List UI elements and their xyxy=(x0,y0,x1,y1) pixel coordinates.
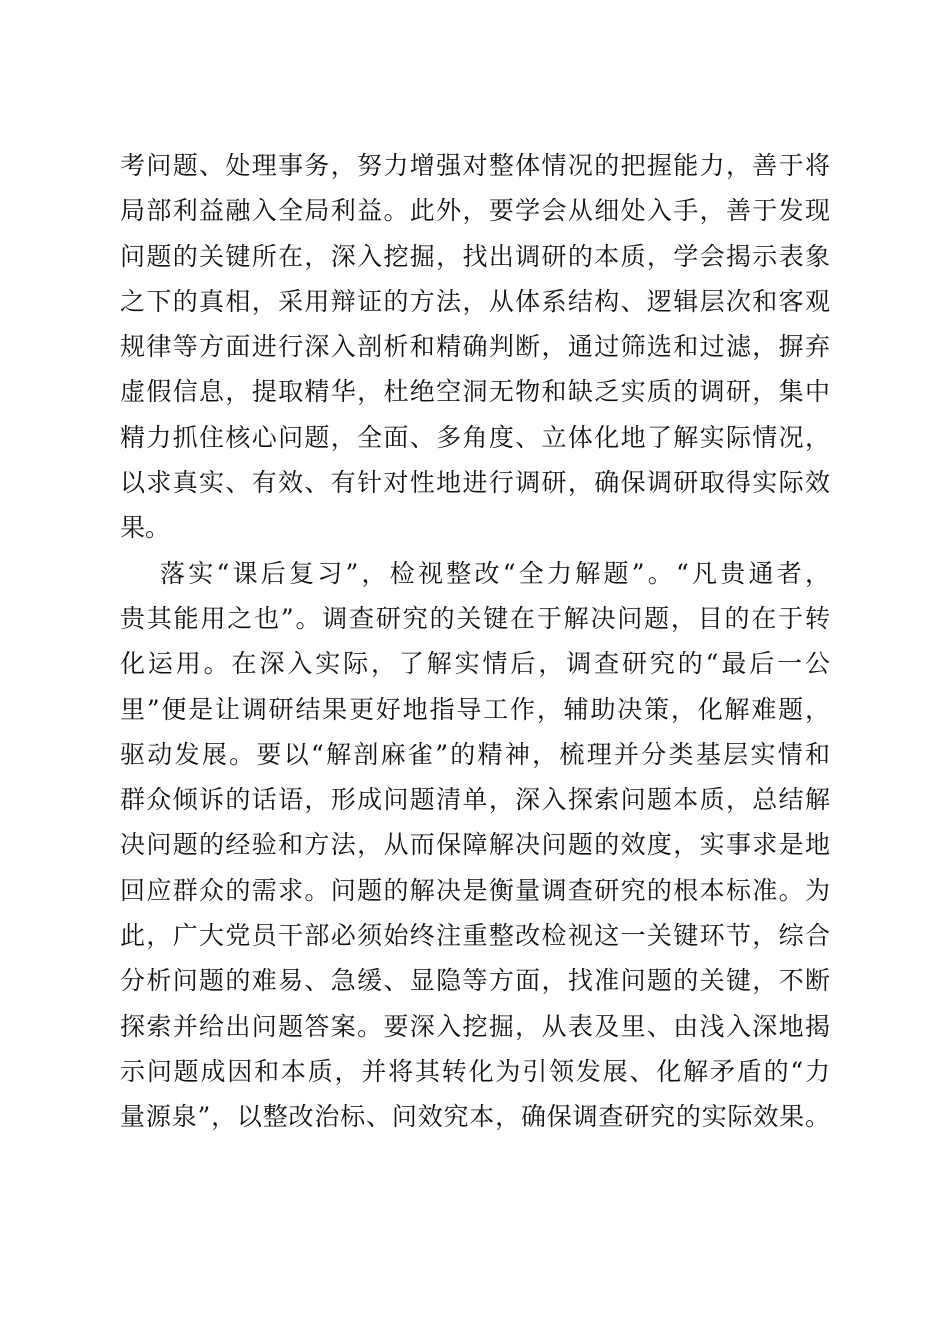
text-line: 分析问题的难易、急缓、显隐等方面，找准问题的关键，不断 xyxy=(120,966,830,996)
paragraph-1 xyxy=(120,143,830,551)
text-line: 落实“课后复习”，检视整改“全力解题”。“凡贵通者， xyxy=(160,558,830,588)
text-line: 精力抓住核心问题，全面、多角度、立体化地了解实际情况， xyxy=(120,422,830,452)
text-line: 探索并给出问题答案。要深入挖掘，从表及里、由浅入深地揭 xyxy=(120,1011,830,1041)
text-line: 以求真实、有效、有针对性地进行调研，确保调研取得实际效 xyxy=(120,468,830,498)
text-line: 果。 xyxy=(120,513,171,543)
text-line: 群众倾诉的话语，形成问题清单，深入探索问题本质，总结解 xyxy=(120,785,830,815)
text-line: 回应群众的需求。问题的解决是衡量调查研究的根本标准。为 xyxy=(120,875,830,905)
text-line: 驱动发展。要以“解剖麻雀”的精神，梳理并分类基层实情和 xyxy=(120,739,830,769)
text-line: 局部利益融入全局利益。此外，要学会从细处入手，善于发现 xyxy=(120,196,830,226)
text-line: 贵其能用之也”。调查研究的关键在于解决问题，目的在于转 xyxy=(120,603,830,633)
text-line: 化运用。在深入实际，了解实情后，调查研究的“最后一公 xyxy=(120,649,830,679)
text-line: 问题的关键所在，深入挖掘，找出调研的本质，学会揭示表象 xyxy=(120,241,830,271)
text-line: 此，广大党员干部必须始终注重整改检视这一关键环节，综合 xyxy=(120,921,830,951)
text-line: 里”便是让调研结果更好地指导工作，辅助决策，化解难题， xyxy=(120,694,830,724)
paragraph-2 xyxy=(120,551,830,1140)
text-line: 决问题的经验和方法，从而保障解决问题的效度，实事求是地 xyxy=(120,830,830,860)
text-line: 示问题成因和本质，并将其转化为引领发展、化解矛盾的“力 xyxy=(120,1056,830,1086)
text-line: 量源泉”，以整改治标、问效究本，确保调查研究的实际效果。 xyxy=(120,1102,830,1132)
body-text xyxy=(120,143,830,1140)
text-line: 之下的真相，采用辩证的方法，从体系结构、逻辑层次和客观 xyxy=(120,286,830,316)
text-line: 虚假信息，提取精华，杜绝空洞无物和缺乏实质的调研，集中 xyxy=(120,377,830,407)
text-line: 考问题、处理事务，努力增强对整体情况的把握能力，善于将 xyxy=(120,151,830,180)
text-line: 规律等方面进行深入剖析和精确判断，通过筛选和过滤，摒弃 xyxy=(120,332,830,362)
